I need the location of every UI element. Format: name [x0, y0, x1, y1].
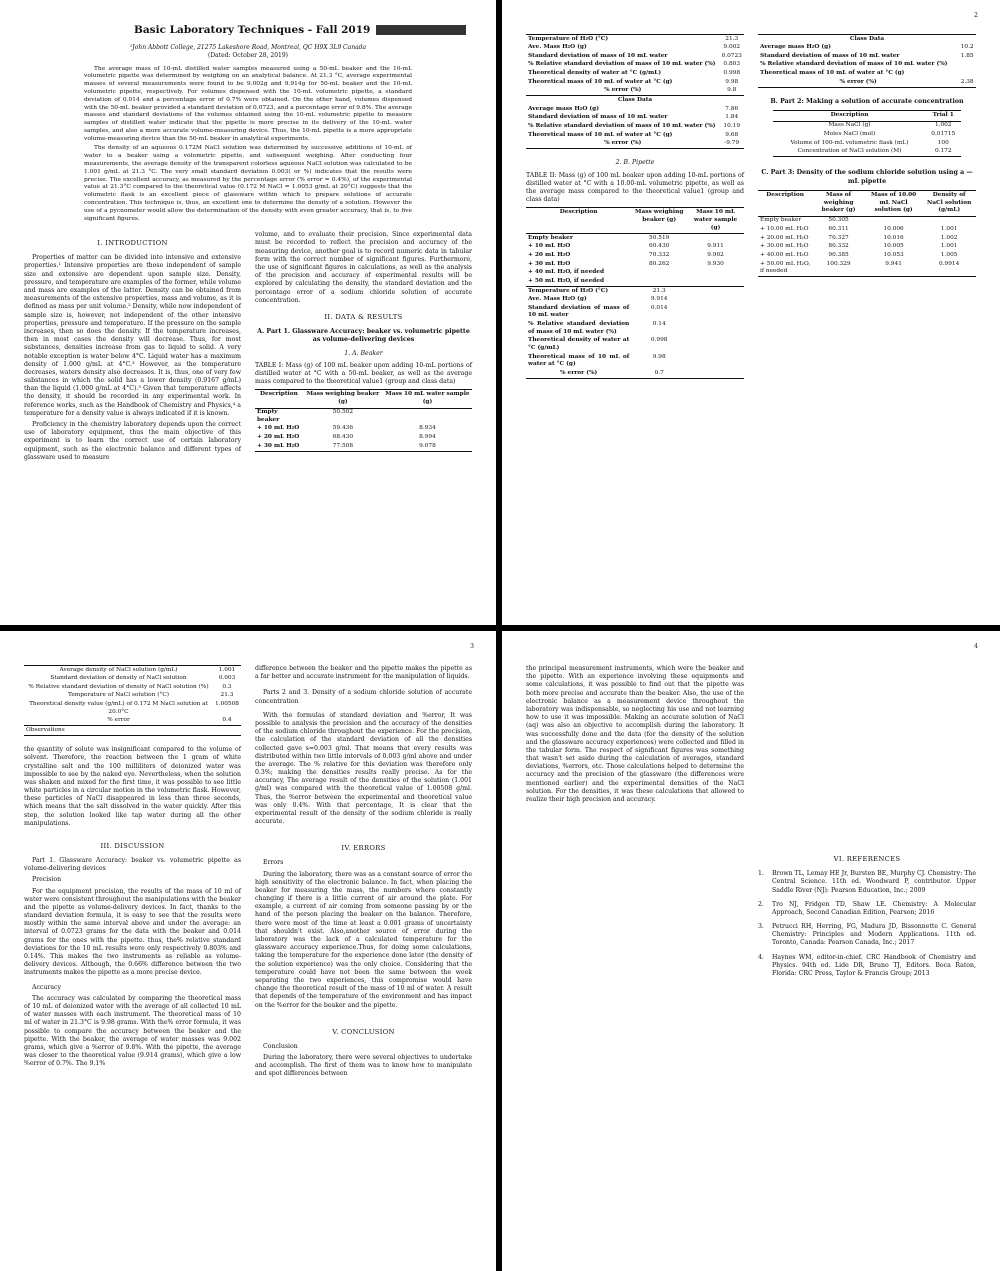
reference-text: Tro NJ, Fridgen TD, Shaw LE. Chemistry: A Molecular Approach, Second Canadian Edition, Pearson; 2016 [772, 900, 976, 916]
table-cell: Temperature of NaCl solution (°C) [67, 692, 170, 699]
table-cell: 0.7 [631, 369, 687, 378]
table-header: Description [255, 390, 303, 408]
table-cell: 68.430 [332, 434, 354, 440]
subsection-heading: B. Part 2: Making a solution of accurate concentration [770, 97, 964, 105]
reference-number: 3. [758, 923, 764, 931]
table-cell: -9.79 [719, 140, 744, 149]
table-cell: Average mass H₂O (g) [760, 44, 831, 51]
section-heading: V. CONCLUSION [332, 1027, 395, 1036]
discussion-continued: difference between the beaker and the pipette makes the pipette as a far better and accurate instrument for the manipulation of liquids. [255, 665, 472, 681]
table-cell: % error (%) [526, 87, 719, 96]
table-cell: 1.84 [725, 114, 739, 121]
table-cell: 9.902 [707, 251, 724, 258]
author-redaction [376, 25, 466, 35]
table-cell: % error (%) [526, 140, 719, 149]
discussion-part-1-heading: Part 1. Glassware Accuracy: beaker vs. volumetric pipette as volume-delivering devices [24, 856, 241, 873]
page3-left-column [24, 665, 241, 1081]
table-cell: 0.3 [222, 683, 232, 690]
table-cell: 21.3 [220, 692, 234, 699]
table-cell: Theoretical mass of 10 mL of water at °C (g) [528, 78, 673, 85]
table-cell: 59.436 [332, 425, 354, 432]
table-cell: + 20 mL H₂O [528, 251, 571, 258]
table-cell: + 10 mL H₂O [257, 425, 300, 432]
page-1 [0, 0, 496, 625]
table-cell: 9.914 [650, 296, 668, 303]
table-cell: + 30.00 mL H₂O [760, 243, 809, 250]
table-cell: 0.01715 [931, 130, 956, 137]
table-row [255, 425, 472, 434]
intro-para-2: Proficiency in the chemistry laboratory depends upon the correct use of laboratory equipment, thus the main objective of this experiment is to learn the correct use of certain laboratory equipment, such as the electronic balance and different types of glassware used to measure [24, 421, 241, 461]
table-header: Description [758, 190, 812, 216]
table-cell: Temperature of H₂O (°C) [526, 287, 631, 296]
table-cell: 10.2 [960, 44, 974, 51]
table-cell: Volume of 100-mL volumetric flask (mL) [790, 139, 909, 146]
table-cell: 60.311 [828, 226, 849, 232]
table-cell: 0.14 [652, 321, 666, 328]
table-cell: 70.332 [649, 251, 670, 258]
table-cell: 77.508 [303, 442, 383, 451]
abstract-para-1: The average mass of 10-mL distilled water samples measured using a 50-mL beaker and the 10-mL volumetric pipette was determined by weighing on an analytical balance. At 21.3 °C, average experimental masses of several measurements were found to be 9.002g and 9.914g for 50-mL beaker and the 10-mL volumetric pipette, respectively. For volumes dispensed with the 10-mL volumetric pipette, a standard deviation of 0.014 and a percentage error of 0.7% were obtained. On the other hand, volumes dispensed with the 50-mL beaker provided a standard deviation of 0.0723, and a percentage error of 9.8%. The average masses and standard deviations of the volumes obtained using the 10-mL volumetric pipette to measure samples of distilled water indicate that the pipette is more precise in its delivery of the 10-mL water samples, and also a more accurate volume-measuring device. Thus, the 10-mL pipette is a more appropriate volume-measuring device than the 50-mL beaker in analytical experiments. [84, 65, 412, 142]
table-header: Mass weighing beaker (g) [631, 208, 687, 234]
table-header: Mass weighing beaker (g) [303, 390, 383, 408]
table-cell: % error (%) [758, 78, 958, 87]
conclusion-continued: the principal measurement instruments, which were the beaker and the pipette. With an experience involving these equipments and some calculations, it was possible to find out that the pipette was both more precise and accurate than the beaker. Also, the use of the electronic balance as a measurement device throughout the laboratory was indispensable, so neglecting his use and not learning how to use it was impossible. Making an accurate solution of NaCl (aq) was also an objective to accomplish during the laboratory. It was successfully done and the data (for the density of the solution and the glassware accuracy experiences) were collected and filled in the tabular form. The respect of significant figures was something that wasn't set aside during the calculation of averages, standard deviations, %errors, etc. Those calculations helped to determine the accuracy and the precision of the glassware (the differences were mentioned earlier) and the experimental densities of the NaCl solution. For the densities, it was these calculations that allowed to realize their high precision and accuracy. [526, 665, 744, 803]
table-cell: Theoretical mass of 10 mL of water at °C (g) [528, 131, 673, 138]
table-row [255, 408, 472, 425]
table-cell: 80.332 [828, 243, 849, 250]
precision-label: Precision [32, 876, 62, 884]
table-cell: 10.006 [883, 226, 904, 232]
abstract-para-2: The density of an aqueous 0.172M NaCl solution was determined by successive additions of 10-mL of water to a beaker using a volumetric pipette, and subsequent weighing. After conducting four measurements, the average density of the transparent colorless aqueous NaCl solution was calculated to be 1.001 g/mL at 21.3 °C. The very small standard deviation 0.003( or %) indicates that the results were precise. The excellent accuracy, as measured by the percentage error (% error = 0.4%), of the experimental value at 21.3°C compared to the theoretical value (0.172 M NaCl = 1.0053 g/mL at 20°C) suggests that the volumetric flask is an excellent piece of glassware within which to prepare solutions of accurate concentration. This technique is, thus, an excellent one to determine the density of a solution. However the use of a pycnometer would allow the determination of the density with even greater accuracy, that is, to five significant figures. [84, 145, 412, 222]
table-header: Mass of weighing beaker (g) [812, 190, 865, 216]
page-number: 3 [470, 643, 474, 650]
table-cell: + 50.00 mL H₂O, if needed [758, 260, 812, 277]
table-header: Mass of 10.00 mL NaCl solution (g) [865, 190, 922, 216]
table-cell: % Relative standard deviation of mass of 10 mL water (%) [760, 61, 948, 68]
table-cell: 9.078 [383, 442, 472, 451]
table-header: Description [526, 208, 631, 234]
table-cell: Temperature of H₂O (°C) [526, 35, 719, 44]
table-2-class-data [758, 34, 976, 88]
table-cell: + 30 mL H₂O [255, 442, 303, 451]
reference-list [758, 870, 976, 978]
table-cell: + 20 mL H₂O [257, 434, 300, 440]
reference-text: Brown TL, Lemay HE Jr, Bursten BE, Murphy CJ. Chemistry: The Central Science. 11th ed. Woodward P, contributor. Upper Saddle River (NJ): Pearson Education, Inc.; 2009 [772, 870, 976, 894]
table-caption: TABLE II: Mass (g) of 100 mL beaker upon adding 10-mL portions of distilled water at °C with a 10.00-mL volumetric pipette, as well as the average mass compared to the theoretical value1 (group and class data) [526, 171, 744, 204]
table-cell [958, 70, 976, 79]
page-number: 2 [974, 12, 978, 19]
table-cell [687, 234, 744, 243]
table-cell: Theoretical mass of 10 mL of water at °C (g) [528, 353, 630, 368]
table-header: Mass 10 mL water sample (g) [687, 208, 744, 234]
page2-left-column [526, 34, 744, 379]
page2-right-column [758, 34, 976, 379]
table-cell: + 30 mL H₂O [528, 260, 571, 267]
table-cell: 1.001 [213, 666, 241, 675]
table-cell [958, 61, 976, 70]
table-cell [631, 269, 687, 278]
table-cell: Empty beaker [257, 409, 280, 423]
table-part-2 [773, 110, 960, 157]
table-cell: 100.329 [812, 260, 865, 277]
reference-item [758, 923, 976, 948]
table-1 [255, 389, 472, 451]
table-cell: 0.4 [222, 717, 232, 724]
precision-text: For the equipment precision, the results of the mass of 10 ml of water were consistent throughout the manipulations with the beaker and the pipette as volume-delivery devices. In fact, thanks to the standard deviation formula, it is easy to see that the results were mostly within the same interval above and under the average: an interval of 0.0723 grams for the data with the beaker and 0.014 grams for the ones with the pipette. thus, the% relative standard deviations for the 10 mL results were only respectively 0.803% and 0.14%. This makes the two instruments as reliable as volume-delivery devices. Although, the 0.66% difference between the two instruments makes the pipette as a more precise device. [24, 887, 241, 977]
references-column [758, 847, 976, 984]
table-cell: 70.327 [828, 234, 849, 241]
table-cell: Theoretical density of water at °C (g/mL) [528, 70, 662, 77]
class-data-label: Class Data [758, 35, 976, 44]
table-header: Mass 10 mL water sample (g) [383, 390, 472, 408]
table-cell: 0.014 [650, 304, 668, 311]
table-cell: Average mass H₂O (g) [528, 105, 599, 112]
table-cell: Standard deviation of mass of 10 mL water [528, 304, 630, 319]
table-cell: Mass NaCl (g) [828, 122, 871, 129]
table-cell: 0.803 [723, 61, 741, 68]
table-cell: % error [107, 717, 130, 724]
table-cell: 9.68 [725, 131, 739, 138]
table-cell: 9.941 [865, 260, 922, 277]
table-cell: Ave. Mass H₂O (g) [528, 296, 587, 303]
table-cell: 7.86 [725, 105, 739, 112]
subsection-heading: C. Part 3: Density of the sodium chloride solution using a — mL pipette [761, 169, 973, 185]
table-cell: 10.016 [883, 234, 904, 241]
table-cell: % Relative standard deviation of density of NaCl solution (%) [28, 683, 209, 690]
table-cell: + 10.00 mL H₂O [760, 226, 809, 232]
table-cell: 9.98 [652, 353, 666, 360]
table-cell: Empty beaker [528, 234, 573, 241]
table-cell [865, 216, 922, 225]
table-cell: Standard deviation of density of NaCl solution [50, 675, 187, 682]
table-cell: % error (%) [526, 369, 631, 378]
table-cell: Standard deviation of mass of 10 mL water [528, 114, 668, 121]
table-1-continued [526, 34, 744, 149]
table-cell: 1.001 [940, 243, 958, 250]
table-cell: Standard deviation of mass of 10 mL water [528, 52, 668, 59]
abstract [84, 66, 412, 224]
table-cell: 60.430 [649, 243, 670, 250]
observations-text: the quantity of solute was insignificant compared to the volume of solvent. Therefore, the reaction between the 1 gram of white crystalline salt and the 100 milliliters of deionized water was impossible to see by the naked eye. Nevertheless, when the solution was shaken and mixed for the first time, it was possible to see little white particles in a circular motion in the volumetric flask. However, these particles of NaCl disappeared in less than three seconds, which means that the salt dissolved in the water quickly. After this step, the solution looked like tap water during all the other manipulations. [24, 746, 241, 827]
table-cell: 0.172 [926, 148, 961, 157]
affiliation: ¹John Abbott College, 21275 Lakeshore Road, Montreal, QC H9X 3L9 Canada [129, 43, 367, 51]
table-cell: % Relative standard deviation of mass of 10 mL water (%) [528, 61, 716, 68]
paper-title: Basic Laboratory Techniques - Fall 2019 [134, 24, 472, 38]
table-cell: Theoretical mass of 10 mL of water at °C (g) [760, 70, 905, 77]
table-cell [631, 277, 687, 286]
page-4 [502, 631, 1000, 1271]
table-cell: 10.005 [883, 243, 904, 250]
reference-item [758, 954, 976, 979]
table-row [255, 442, 472, 451]
accuracy-text: The accuracy was calculated by comparing the theoretical mass of 10 mL of deionized water with the average of all collected 10 mL of water masses with each instrument. The theoretical mass of 10 ml of water in 21.3°C is 9.98 grams. With the% error formula, it was possible to compare the accuracy between the beaker and the pipette. With the beaker, the average of water masses was 9.002 grams, which give a %error of 9.8%. With the pipette, the average was closer to the theoretical value (9.914 grams), which give a low %error of 0.7%. The 9.1% [24, 994, 241, 1068]
table-cell: + 40 mL H₂O, if needed [528, 269, 605, 276]
page4-left-column [526, 665, 744, 807]
table-row [255, 434, 472, 443]
table-cell: + 10 mL H₂O [528, 243, 571, 250]
class-data-label: Class Data [617, 96, 653, 103]
table-cell: 9.8 [719, 87, 744, 96]
date-line: (Dated: October 28, 2019) [208, 51, 288, 59]
table-cell: 9.98 [725, 78, 739, 85]
observations-label: Observations [24, 726, 213, 736]
reference-number: 1. [758, 870, 764, 878]
table-header: Density of NaCl solution (g/mL) [922, 190, 976, 216]
table-cell: + 20.00 mL H₂O [760, 234, 809, 241]
table-cell: 80.262 [649, 260, 670, 267]
table-cell: 10.19 [723, 122, 741, 129]
table-cell: + 40.00 mL H₂O [760, 251, 809, 258]
table-cell: 1.005 [940, 251, 958, 258]
parts-2-3-text: With the formulas of standard deviation and %error, It was possible to analysis the precision and the accuracy of the densities of the sodium chloride throughout the experience. For the precision, the calculation of the standard deviation of all the densities collected gave s=0.003 g/ml. That means that every results was distributed within two little intervals of 0.003 g/ml above and under the average. The % relative for this deviation was therefore only 0.3%; making the densities results really precise. As for the accuracy, The average result of the densities of the solution (1.001 g/ml) was compared with the theoretical value of 1.00508 g/ml. Thus, the %error between the experimental and theoretical value was only 0.4%. With that percentage, It is clear that the experimental result of the density of the sodium chloride is really accurate. [255, 711, 472, 826]
table-cell: 21.3 [631, 287, 687, 296]
table-cell: 1.00508 [215, 701, 239, 708]
reference-item [758, 901, 976, 917]
table-cell [383, 408, 472, 425]
reference-number: 4. [758, 953, 764, 961]
table-part-3 [758, 190, 976, 277]
page-2 [502, 0, 1000, 625]
reference-text: Haynes WM, editor-in-chief. CRC Handbook of Chemistry and Physics. 94th ed. Lide DR, Bruno TJ, Editors. Boca Raton, Florida: CRC Press, Taylor & Francis Group; 2013 [772, 953, 976, 978]
table-cell: Moles NaCl (mol) [823, 130, 876, 137]
table-cell: 0.003 [218, 675, 236, 682]
table-cell: 0.998 [723, 70, 741, 77]
reference-item [758, 870, 976, 895]
intro-continued: volume, and to evaluate their precision. Since experimental data must be recorded to reflect the precision and accuracy of the measuring device, another goal is to record numeric data in tabular form with the correct number of significant figures. Furthermore, the use of significant figures in calculations, as well as the analysis of the precision and accuracy of experimental results will be explored by calculating the density, the standard deviation and the percentage error of a sodium chloride solution of accurate concentration. [255, 231, 472, 304]
reference-text: Petrucci RH, Herring, FG, Madura JD, Bissonnette C. General Chemistry: Principles and Modern Applications. 11th ed. Toronto, Canada: Pearson Canada, Inc.; 2017 [772, 923, 976, 947]
table-cell: 50.305 [828, 217, 849, 224]
table-cell: Concentration of NaCl solution (M) [773, 148, 926, 157]
section-heading: I. INTRODUCTION [97, 239, 168, 248]
page-3 [0, 631, 496, 1271]
conclusion-text: During the laboratory, there were several objectives to undertake and accomplish. The first of them was to know how to manipulate and spot differences between [255, 1053, 472, 1078]
table-cell: 1.001 [940, 226, 958, 232]
table-cell: 2.38 [958, 78, 976, 87]
table-cell: Theoretical density of water at °C (g/mL) [528, 337, 630, 352]
section-heading: II. DATA & RESULTS [324, 312, 403, 321]
table-caption: TABLE I: Mass (g) of 100 mL beaker upon adding 10-mL portions of distilled water at °C with a 50-mL beaker, as well as the average mass compared to the theoretical value1 (group and class data) [255, 361, 472, 386]
page3-right-column [255, 665, 472, 1081]
page-number: 4 [974, 643, 978, 650]
density-summary-table [24, 665, 241, 736]
table-cell: 9.930 [707, 260, 724, 267]
table-cell: 10.053 [883, 251, 904, 258]
table-cell: Ave. Mass H₂O (g) [528, 44, 587, 51]
table-header: Trial 1 [926, 111, 961, 122]
table-cell: % Relative standard deviation of mass of 10 mL water (%) [528, 122, 716, 129]
subsection-heading: A. Part 1. Glassware Accuracy: beaker vs. volumetric pipette as volume-delivering devices [257, 327, 470, 344]
intro-para-1: Properties of matter can be divided into intensive and extensive properties.¹ Intensive properties are those independent of sample size and extensive are dependent upon sample size. Density, pressure, and temperature are examples of the former, while volume and mass are examples of the latter. Density can be obtained from measurements of the extensive properties, mass and volume, as it is defined as mass per unit volume.² Density, while now independent of sample size is, however, not independent of the other intensive properties, pressure and temperature. If the pressure on the sample increases, then so does the density. If the temperature increases, then in most cases the density will decrease. Thus, for most substances, densities increase from gas to liquid to solid. A very notable exception is water below 4°C. Liquid water has a maximum density of 1.000 g/mL at 4°C.³ However, as the temperature decreases, waters density also decreases. It is, thus, one of very few substances in which the solid has a lower density (0.9167 g/mL) than the liquid (1.000 g/mL at 4°C).³ Given that temperature affects the density, it should be recorded in any experimental work. In reference works, such as the Handbook of Chemistry and Physics,⁴ a temperature for a density value is always indicated if it is known. [24, 254, 241, 417]
table-cell: 0.0723 [721, 52, 742, 59]
section-heading: IV. ERRORS [341, 844, 386, 853]
parts-2-3-heading: Parts 2 and 3. Density of a sodium chloride solution of accurate concentration [255, 689, 472, 705]
table-cell: 1.85 [960, 52, 974, 59]
table-cell: 90.385 [828, 251, 849, 258]
table-cell: 0.9914 [922, 260, 976, 277]
table-cell: 8.934 [419, 425, 436, 432]
reference-number: 2. [758, 900, 764, 908]
table-cell: 9.911 [707, 243, 724, 250]
table-cell [687, 277, 744, 286]
table-cell: Average density of NaCl solution (g/mL) [24, 666, 213, 675]
table-cell: 9.002 [723, 44, 741, 51]
table-cell: + 50 mL H₂O, if needed [528, 277, 605, 284]
table-cell: 0.998 [650, 337, 668, 344]
table-header: Description [773, 111, 926, 122]
page4-right-column [758, 665, 976, 807]
section-heading: VI. REFERENCES [833, 855, 901, 864]
table-cell: 100 [937, 139, 949, 146]
table-2 [526, 207, 744, 379]
errors-label: Errors [263, 859, 284, 867]
page1-left-column [24, 231, 241, 465]
table-cell: % Relative standard deviation of mass of 10 mL water (%) [528, 321, 630, 335]
subsubsection-heading: 1. A. Beaker [344, 349, 383, 357]
conclusion-label: Conclusion [263, 1042, 298, 1050]
table-cell: 21.3 [719, 35, 744, 44]
accuracy-label: Accuracy [32, 983, 61, 991]
table-cell: 50.519 [649, 234, 670, 241]
table-cell [687, 269, 744, 278]
table-cell: 1.002 [940, 234, 958, 241]
table-cell [922, 216, 976, 225]
table-cell: Empty beaker [760, 217, 802, 224]
table-cell: Standard deviation of mass of 10 mL water [760, 52, 900, 59]
table-cell: Theoretical density value (g/mL) of 0.172 M NaCl solution at 20.0°C [29, 701, 208, 715]
table-cell: 50.502 [332, 409, 354, 416]
page1-right-column [255, 231, 472, 465]
section-heading: III. DISCUSSION [100, 842, 165, 850]
subsubsection-heading: 2. B. Pipette [615, 159, 655, 167]
table-cell: 1.002 [934, 122, 952, 129]
errors-text: During the laboratory, there was as a constant source of error the high sensitivity of the electronic balance. In fact, when placing the beaker for measuring the mass, the numbers where constantly changing if there is a little current of air around the plate. For example, a current of air coming from someone passing by or the hand of the person placing the beaker on the balance. Therefore, there were most of the time at least a 0.001 grams of uncertainty that shouldn't exist. Also,another source of error during the laboratory was the lack of a calculated temperature for the glassware accuracy experience.Thus, for doing some calculations, taking the temperature for the experience done later (the density of the solution experience) was the only choice. Considering that the temperature could have not been the same between the week separating the two experiences, this compromise would have change the theoretical result of the mass of 10 ml of water. A result that depends of the temperature of the environment and has impact on the %error for the beaker and the pipette. [255, 870, 472, 1009]
table-cell: 8.994 [419, 434, 436, 440]
